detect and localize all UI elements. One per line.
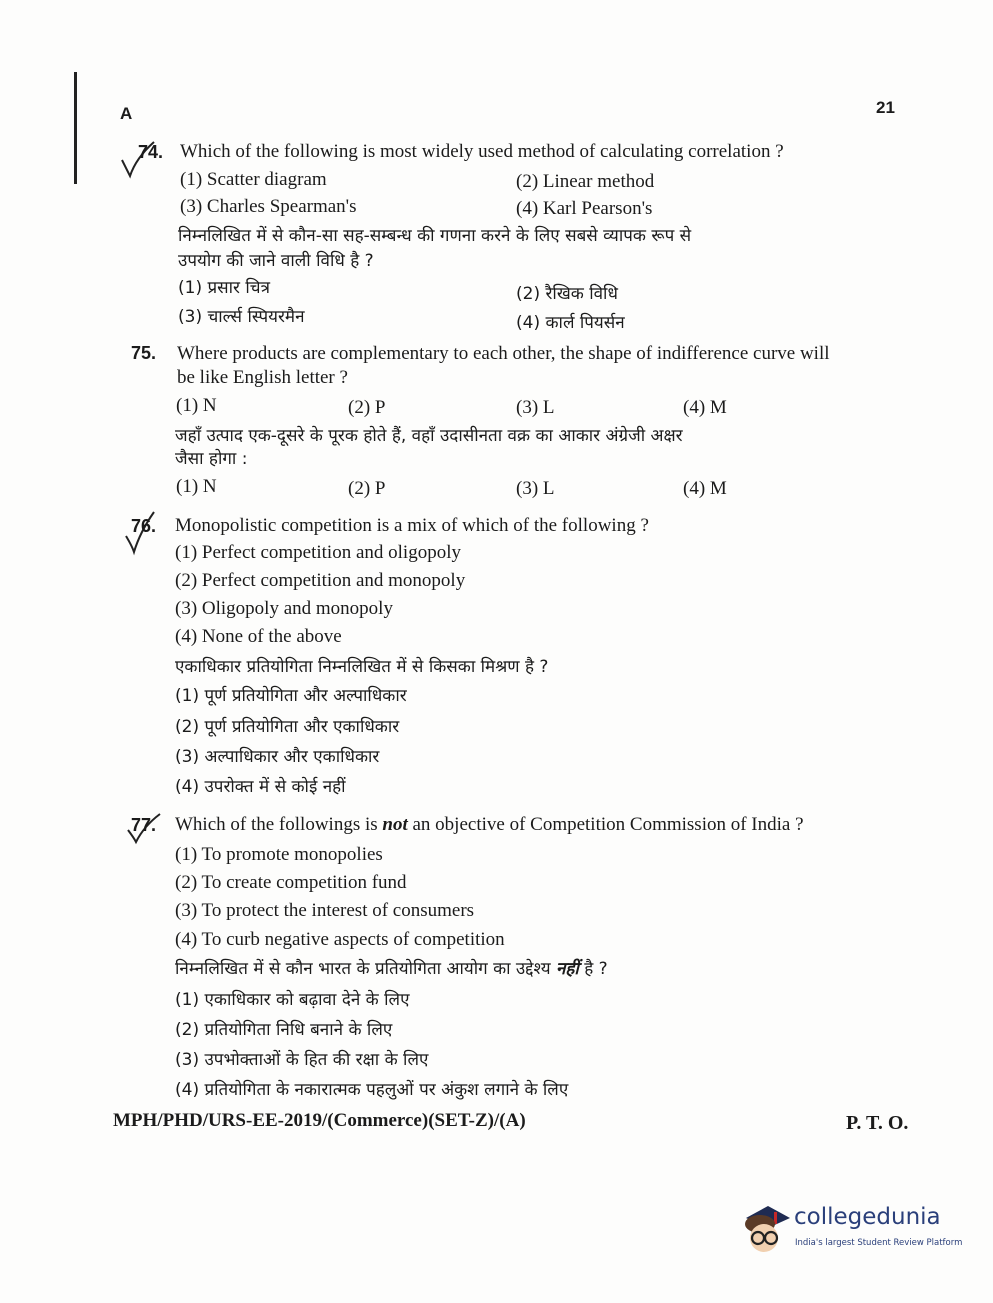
logo-tagline: India's largest Student Review Platform [795, 1238, 963, 1248]
option-hi: (1) N [176, 476, 217, 497]
option-hi: (3) L [516, 478, 555, 499]
option-en: (2) Linear method [516, 171, 655, 192]
page-number: 21 [876, 98, 895, 117]
option-en: (2) To create competition fund [175, 872, 407, 893]
option-hi: (4) M [683, 478, 727, 499]
option-hi: (2) P [348, 478, 386, 499]
option-hi: (2) प्रतियोगिता निधि बनाने के लिए [175, 1020, 393, 1040]
question-text-hi: निम्नलिखित में से कौन भारत के प्रतियोगिता आयोग का उद्देश्य नहीं है ? [175, 959, 608, 979]
option-en: (4) M [683, 397, 727, 418]
option-hi: (4) कार्ल पियर्सन [516, 313, 625, 333]
option-en: (1) Scatter diagram [180, 169, 327, 190]
option-en: (1) Perfect competition and oligopoly [175, 542, 461, 563]
question-text-en: Which of the followings is not an objective of Competition Commission of India ? [175, 814, 804, 835]
option-en: (1) To promote monopolies [175, 844, 383, 865]
option-en: (4) None of the above [175, 626, 342, 647]
question-number: 74. [138, 142, 164, 162]
paper-code: MPH/PHD/URS-EE-2019/(Commerce)(SET-Z)/(A) [113, 1110, 526, 1131]
question-text-hi: जैसा होगा : [175, 449, 248, 469]
option-hi: (4) उपरोक्त में से कोई नहीं [175, 777, 346, 797]
option-en: (2) P [348, 397, 386, 418]
option-en: (3) To protect the interest of consumers [175, 900, 475, 921]
set-letter: A [120, 104, 133, 123]
question-text-hi: एकाधिकार प्रतियोगिता निम्नलिखित में से किसका मिश्रण है ? [175, 657, 549, 677]
option-en: (3) L [516, 397, 555, 418]
option-en: (4) Karl Pearson's [516, 198, 653, 219]
logo-wordmark: collegedunia [794, 1204, 941, 1230]
option-hi: (1) एकाधिकार को बढ़ावा देने के लिए [175, 990, 410, 1010]
option-hi: (2) रैखिक विधि [516, 284, 618, 304]
option-hi: (2) पूर्ण प्रतियोगिता और एकाधिकार [175, 717, 400, 737]
option-en: (4) To curb negative aspects of competition [175, 929, 505, 950]
question-number: 76. [131, 516, 157, 536]
question-text-en: Where products are complementary to each other, the shape of indifference curve will [177, 343, 830, 364]
question-text-hi: निम्नलिखित में से कौन-सा सह-सम्बन्ध की गणना करने के लिए सबसे व्यापक रूप से [178, 226, 692, 246]
pto-label: P. T. O. [846, 1112, 909, 1134]
question-number: 75. [131, 343, 157, 363]
option-en: (3) Charles Spearman's [180, 196, 357, 217]
option-hi: (3) चार्ल्स स्पियरमैन [178, 307, 305, 327]
question-text-hi: उपयोग की जाने वाली विधि है ? [178, 251, 374, 271]
student-mascot-icon [738, 1198, 794, 1260]
option-en: (2) Perfect competition and monopoly [175, 570, 466, 591]
option-en: (1) N [176, 395, 217, 416]
question-text-en: Which of the following is most widely used method of calculating correlation ? [180, 141, 784, 162]
option-hi: (1) पूर्ण प्रतियोगिता और अल्पाधिकार [175, 686, 407, 706]
option-hi: (3) उपभोक्ताओं के हित की रक्षा के लिए [175, 1050, 429, 1070]
margin-ink-line [74, 72, 77, 184]
question-text-hi: जहाँ उत्पाद एक-दूसरे के पूरक होते हैं, वहाँ उदासीनता वक्र का आकार अंग्रेजी अक्षर [175, 426, 683, 446]
collegedunia-logo [738, 1198, 968, 1260]
question-text-en: Monopolistic competition is a mix of which of the following ? [175, 515, 649, 536]
option-hi: (3) अल्पाधिकार और एकाधिकार [175, 747, 380, 767]
question-text-en: be like English letter ? [177, 367, 348, 388]
option-en: (3) Oligopoly and monopoly [175, 598, 393, 619]
question-number: 77. [131, 815, 157, 835]
option-hi: (4) प्रतियोगिता के नकारात्मक पहलुओं पर अंकुश लगाने के लिए [175, 1080, 569, 1100]
option-hi: (1) प्रसार चित्र [178, 278, 270, 298]
